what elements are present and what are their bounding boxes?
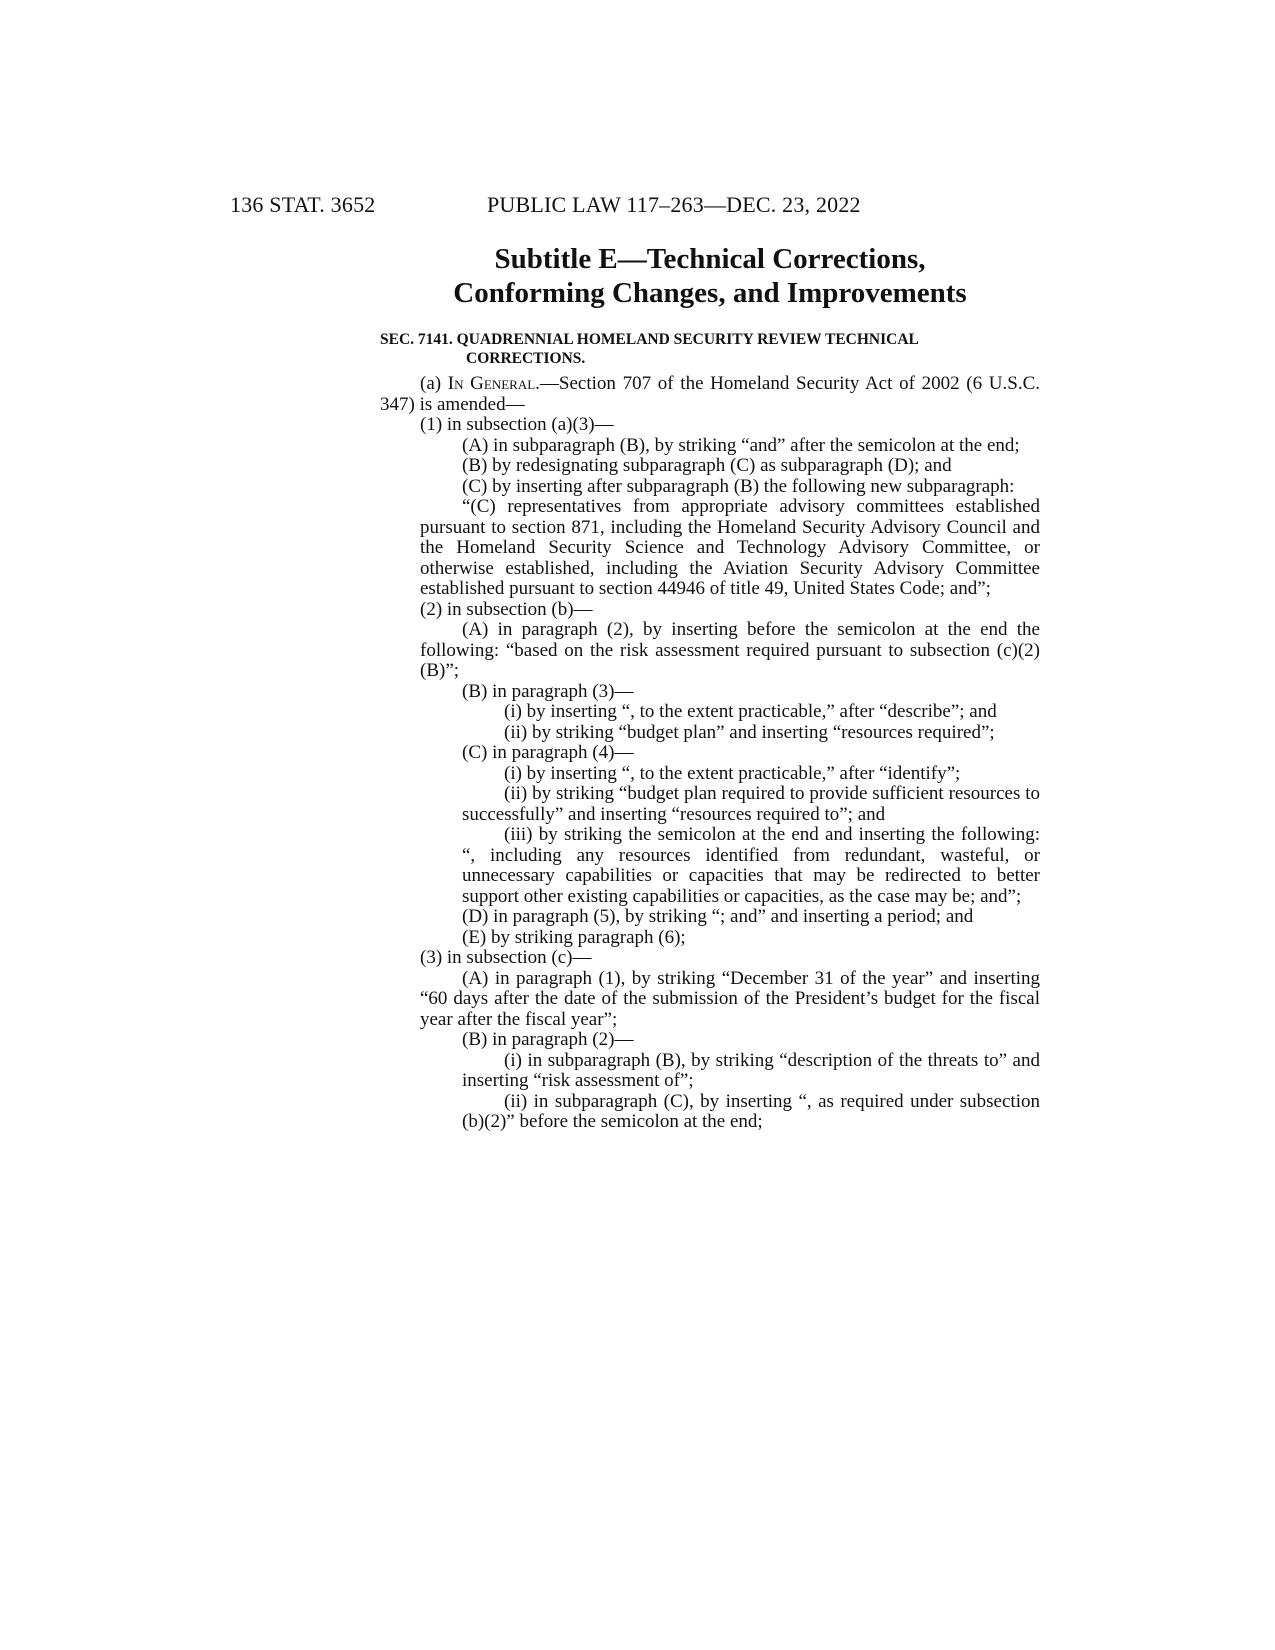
paragraph-3: (3) in subsection (c)— bbox=[420, 947, 592, 968]
paragraph-2-A: (A) in paragraph (2), by inserting before the semicolon at the end the following: “based on the risk assessment required pursuant to subsection (c)(2)(B)”; bbox=[420, 619, 1040, 681]
paragraph-1-B: (B) by redesignating subparagraph (C) as subparagraph (D); and bbox=[462, 455, 952, 476]
subtitle-line-1: Subtitle E—Technical Corrections, bbox=[494, 243, 926, 275]
paragraph-1: (1) in subsection (a)(3)— bbox=[420, 414, 614, 435]
paragraph-3-B-ii: (ii) in subparagraph (C), by inserting “, as required under subsection (b)(2)” before the semicolon at the end; bbox=[462, 1090, 1040, 1132]
subtitle-line-2: Conforming Changes, and Improvements bbox=[453, 277, 967, 309]
page-header bbox=[0, 192, 1275, 222]
statute-page-reference: 136 STAT. 3652 bbox=[230, 192, 376, 217]
paragraph-2-B-i: (i) by inserting “, to the extent practicable,” after “describe”; and bbox=[504, 701, 997, 722]
paragraph-1-C: (C) by inserting after subparagraph (B) the following new subparagraph: bbox=[462, 475, 1015, 497]
paragraph-2-C-iii: (iii) by striking the semicolon at the end and inserting the following: “, including any resources identified from redundant, wasteful, or unnecessary capabilities or capacities that may be redirected to better support other existing capabilities or capacities, as the case may be; and”; bbox=[462, 824, 1040, 907]
paragraph-a-label: (a) bbox=[420, 373, 448, 394]
paragraph-3-B-i: (i) in subparagraph (B), by striking “description of the threats to” and inserting “risk assessment of”; bbox=[462, 1049, 1040, 1091]
paragraph-2-C-i: (i) by inserting “, to the extent practicable,” after “identify”; bbox=[504, 762, 961, 784]
paragraph-2-C: (C) in paragraph (4)— bbox=[462, 742, 634, 763]
paragraph-3-A: (A) in paragraph (1), by striking “December 31 of the year” and inserting “60 days after the date of the submission of the President’s budget for the fiscal year after the fiscal year”; bbox=[420, 967, 1040, 1030]
subtitle-heading bbox=[380, 242, 1040, 310]
section-heading: SEC. 7141. QUADRENNIAL HOMELAND SECURITY REVIEW TECHNICAL CORRECTIONS. bbox=[380, 331, 919, 367]
paragraph-2-C-ii: (ii) by striking “budget plan required to provide sufficient resources to successfully” and inserting “resources required to”; and bbox=[462, 783, 1040, 825]
public-law-reference: PUBLIC LAW 117–263—DEC. 23, 2022 bbox=[487, 192, 861, 217]
paragraph-1-A bbox=[380, 436, 1040, 457]
paragraph-2-B: (B) in paragraph (3)— bbox=[462, 680, 634, 702]
paragraph-a-caption: In General bbox=[447, 373, 536, 394]
paragraph-1-C-quote: “(C) representatives from appropriate advisory committees established pursuant to section 871, including the Homeland Security Advisory Council and the Homeland Security Science and Technology Advisory Committee, or otherwise established, including the Aviation Security Advisory Committee established pursuant to section 44946 of title 49, United States Code; and”; bbox=[420, 496, 1040, 599]
paragraph-2: (2) in subsection (b)— bbox=[420, 598, 593, 620]
body-text bbox=[380, 374, 1040, 1133]
paragraph-a-text: .—Section 707 of the Homeland Security Act of 2002 (6 U.S.C. 347) is amended— bbox=[380, 373, 1040, 415]
paragraph-3-B: (B) in paragraph (2)— bbox=[462, 1029, 634, 1050]
paragraph-2-D: (D) in paragraph (5), by striking “; and” and inserting a period; and bbox=[462, 906, 974, 927]
paragraph-1-A-text: (A) in subparagraph (B), by striking “and” after the semicolon at the end; bbox=[462, 434, 1020, 456]
paragraph-2-E: (E) by striking paragraph (6); bbox=[462, 926, 686, 948]
paragraph-2-B-ii: (ii) by striking “budget plan” and inserting “resources required”; bbox=[504, 721, 995, 743]
paragraph-a bbox=[380, 374, 1040, 415]
